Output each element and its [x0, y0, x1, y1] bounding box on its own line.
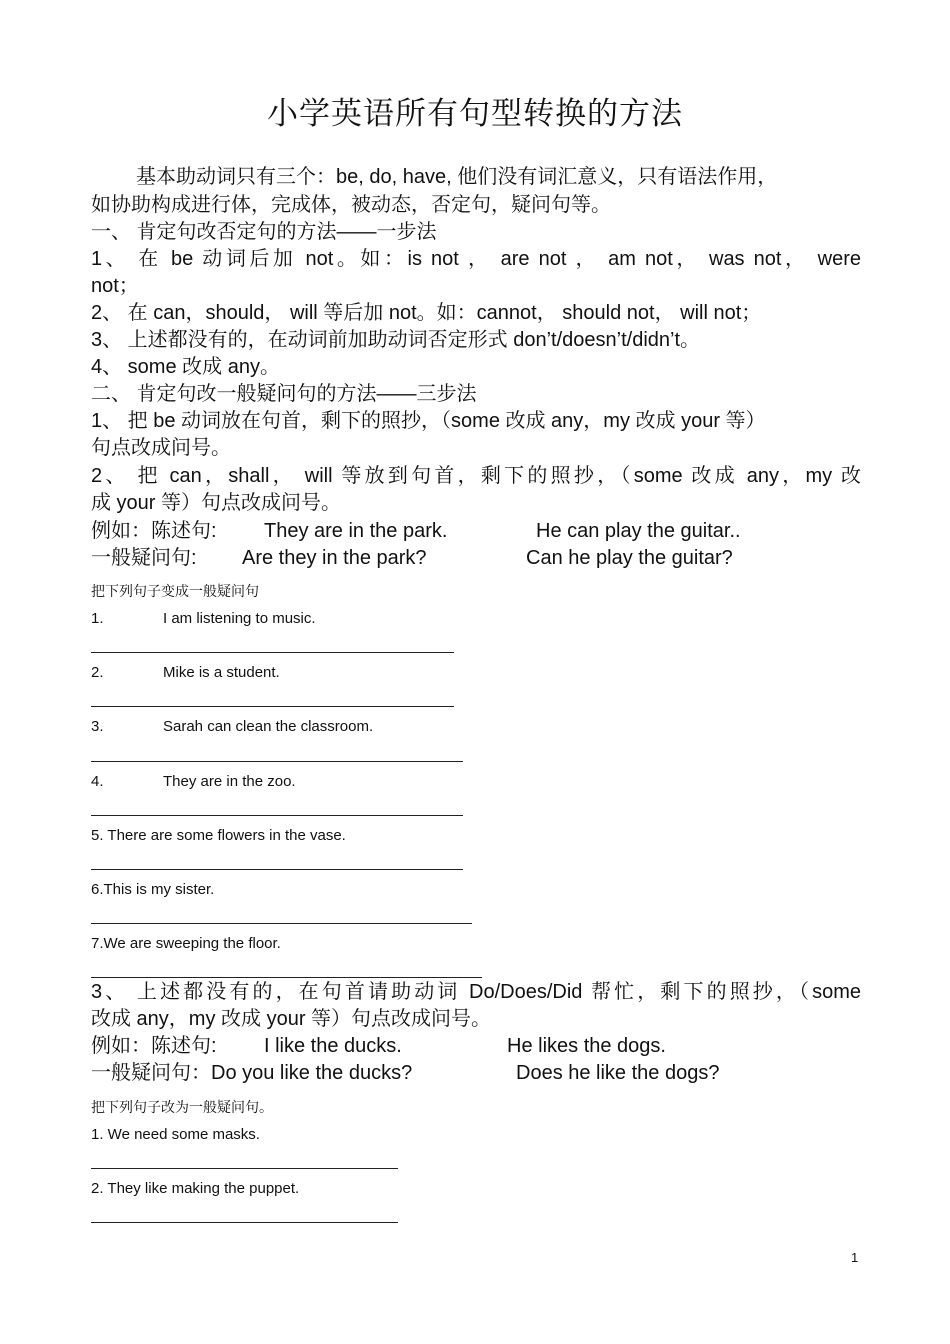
answer-blank[interactable] — [91, 1168, 398, 1169]
section2-item3-line1: 3、 上述都没有的，在句首请助动词 Do/Does/Did 帮忙，剩下的照抄，（some — [91, 981, 861, 1003]
exercise-number: 3. — [91, 718, 104, 735]
section1-item1-line1: 1、 在 be 动词后加 not。如：is not ， are not ， am not， was not， were — [91, 248, 861, 270]
example-question-b: Does he like the dogs? — [516, 1062, 720, 1084]
exercise-text: 5. There are some flowers in the vase. — [91, 827, 346, 844]
example-statement-row — [91, 518, 861, 545]
answer-blank[interactable] — [91, 977, 482, 978]
example-question-a: Are they in the park? — [242, 547, 427, 569]
exercise-text: 2. They like making the puppet. — [91, 1180, 300, 1197]
example-label: 例如：陈述句: — [91, 520, 217, 542]
exercise2-item — [91, 1125, 260, 1145]
exercise-item — [91, 609, 316, 629]
exercise-text: They are in the zoo. — [163, 773, 296, 790]
section1-item1-line2: not； — [91, 275, 139, 297]
exercise-text: I am listening to music. — [163, 610, 316, 627]
exercise-item — [91, 772, 296, 792]
section1-item4: 4、 some 改成 any。 — [91, 356, 280, 378]
section2-item1-line2: 句点改成问号。 — [91, 437, 231, 459]
exercise-text: Sarah can clean the classroom. — [163, 718, 374, 735]
answer-blank[interactable] — [91, 1222, 398, 1223]
answer-blank[interactable] — [91, 652, 454, 653]
exercise-number: 1. — [91, 610, 104, 627]
exercise2-item — [91, 1179, 299, 1199]
example-question-b: Can he play the guitar? — [526, 547, 733, 569]
exercise-item — [91, 717, 373, 737]
exercise-item — [91, 826, 346, 846]
exercise-number: 2. — [91, 664, 104, 681]
example-sentence-b: He can play the guitar.. — [536, 520, 741, 542]
answer-blank[interactable] — [91, 706, 454, 707]
answer-blank[interactable] — [91, 923, 472, 924]
exercise-item — [91, 663, 280, 683]
exercise-text: 1. We need some masks. — [91, 1126, 260, 1143]
section1-item2: 2、 在 can，should， will 等后加 not。如：cannot， should not， will not； — [91, 302, 762, 324]
example-sentence-a: They are in the park. — [264, 520, 448, 542]
page-title: 小学英语所有句型转换的方法 — [267, 96, 683, 132]
example-label: 例如：陈述句: — [91, 1035, 217, 1057]
page-number: 1 — [851, 1250, 859, 1265]
section2-item2-line1: 2、 把 can，shall， will 等放到句首，剩下的照抄，（some 改成 any，my 改 — [91, 465, 861, 487]
example-label: 一般疑问句: — [91, 547, 197, 569]
intro-line-1: 基本助动词只有三个：be, do, have, 他们没有词汇意义，只有语法作用， — [136, 166, 778, 188]
exercise-text: 7.We are sweeping the floor. — [91, 935, 281, 952]
example-label: 一般疑问句：Do you like the ducks? — [91, 1062, 413, 1084]
example-statement-row-2 — [91, 1033, 861, 1060]
example-sentence-b: He likes the dogs. — [507, 1035, 666, 1057]
example-sentence-a: I like the ducks. — [264, 1035, 402, 1057]
answer-blank[interactable] — [91, 815, 463, 816]
exercise-item — [91, 934, 281, 954]
section2-heading: 二、 肯定句改一般疑问句的方法——三步法 — [91, 383, 477, 405]
answer-blank[interactable] — [91, 761, 463, 762]
exercise2-title: 把下列句子改为一般疑问句。 — [91, 1100, 273, 1116]
exercise-number: 4. — [91, 773, 104, 790]
section2-item1-line1: 1、 把 be 动词放在句首，剩下的照抄，（some 改成 any，my 改成 your 等） — [91, 410, 766, 432]
exercise-text: Mike is a student. — [163, 664, 280, 681]
exercise-title: 把下列句子变成一般疑问句 — [91, 584, 259, 600]
answer-blank[interactable] — [91, 869, 463, 870]
example-question-row-2 — [91, 1060, 861, 1087]
section2-item3-line2: 改成 any，my 改成 your 等）句点改成问号。 — [91, 1008, 492, 1030]
exercise-item — [91, 880, 214, 900]
exercise-text: 6.This is my sister. — [91, 881, 215, 898]
section1-item3: 3、 上述都没有的，在动词前加助动词否定形式 don’t/doesn’t/didn’t。 — [91, 329, 701, 351]
section1-heading: 一、 肯定句改否定句的方法——一步法 — [91, 221, 437, 243]
example-question-row — [91, 545, 861, 572]
intro-line-2: 如协助构成进行体，完成体，被动态，否定句，疑问句等。 — [91, 194, 611, 216]
section2-item2-line2: 成 your 等）句点改成问号。 — [91, 492, 342, 514]
